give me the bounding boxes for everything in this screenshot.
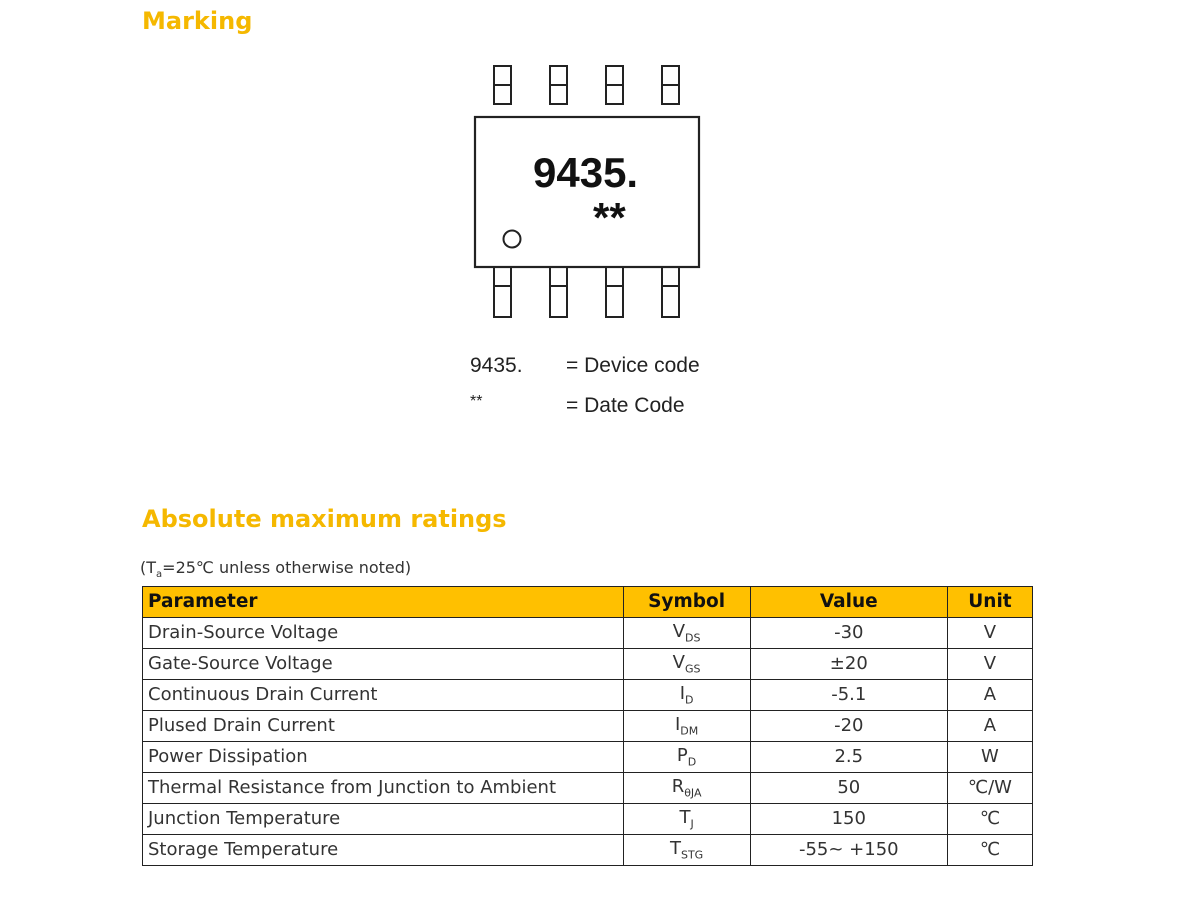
cell-symbol	[623, 773, 750, 804]
conditions-prefix: (T	[140, 558, 157, 577]
column-header-unit: Unit	[947, 587, 1032, 618]
column-header-symbol: Symbol	[623, 587, 750, 618]
cell-unit: ℃	[947, 804, 1032, 835]
cell-value: -20	[750, 711, 947, 742]
symbol-sub: D	[685, 693, 694, 707]
symbol-main: T	[669, 837, 681, 859]
symbol-main: R	[671, 775, 685, 797]
ratings-table	[142, 586, 1033, 866]
cell-symbol	[623, 680, 750, 711]
cell-unit: A	[947, 711, 1032, 742]
column-header-value: Value	[750, 587, 947, 618]
cell-parameter: Continuous Drain Current	[143, 680, 624, 711]
cell-parameter: Junction Temperature	[143, 804, 624, 835]
cell-value: 50	[750, 773, 947, 804]
legend-desc-date: = Date Code	[566, 394, 685, 417]
chip-device-code: 9435.	[533, 149, 639, 196]
symbol-main: P	[676, 744, 688, 766]
cell-parameter: Storage Temperature	[143, 835, 624, 866]
conditions-sub: a	[156, 569, 163, 581]
bottom-pin	[494, 267, 511, 317]
cell-symbol	[623, 835, 750, 866]
cell-symbol	[623, 618, 750, 649]
symbol-main: V	[672, 651, 685, 673]
table-row	[143, 680, 1033, 711]
cell-unit: ℃/W	[947, 773, 1032, 804]
cell-parameter: Gate-Source Voltage	[143, 649, 624, 680]
table-row	[143, 711, 1033, 742]
symbol-sub: θJA	[684, 786, 702, 800]
symbol-sub: GS	[685, 662, 701, 676]
top-pin	[494, 66, 511, 104]
symbol-sub: STG	[680, 848, 704, 862]
symbol-main: V	[672, 620, 686, 642]
bottom-pin	[606, 267, 623, 317]
cell-symbol	[623, 649, 750, 680]
table-row	[143, 618, 1033, 649]
legend-desc-device: = Device code	[566, 354, 700, 377]
cell-unit: V	[947, 649, 1032, 680]
ratings-heading: Absolute maximum ratings	[142, 505, 507, 533]
cell-value: -30	[750, 618, 947, 649]
cell-value: -5.1	[750, 680, 947, 711]
cell-symbol	[623, 742, 750, 773]
table-header-row	[143, 587, 1033, 618]
symbol-sub: DM	[680, 724, 699, 738]
top-pin	[662, 66, 679, 104]
bottom-pin	[662, 267, 679, 317]
cell-value: ±20	[750, 649, 947, 680]
cell-parameter: Power Dissipation	[143, 742, 624, 773]
ratings-conditions-note	[140, 558, 411, 580]
top-pin	[606, 66, 623, 104]
chip-package-diagram	[466, 62, 710, 324]
cell-unit: A	[947, 680, 1032, 711]
table-row	[143, 773, 1033, 804]
conditions-suffix: =25℃ unless otherwise noted)	[162, 558, 412, 577]
symbol-sub: DS	[685, 631, 701, 645]
cell-parameter: Plused Drain Current	[143, 711, 624, 742]
column-header-parameter: Parameter	[143, 587, 624, 618]
cell-unit: V	[947, 618, 1032, 649]
legend-code-device: 9435.	[470, 354, 523, 377]
bottom-pin	[550, 267, 567, 317]
symbol-sub: D	[687, 755, 697, 769]
cell-unit: W	[947, 742, 1032, 773]
legend-code-date: **	[470, 393, 483, 410]
cell-symbol	[623, 804, 750, 835]
symbol-main: T	[679, 806, 691, 828]
marking-heading: Marking	[142, 7, 253, 35]
symbol-main: I	[679, 682, 686, 704]
table-row	[143, 804, 1033, 835]
pin1-indicator-icon	[504, 231, 521, 248]
cell-value: -55~ +150	[750, 835, 947, 866]
table-row	[143, 835, 1033, 866]
cell-parameter: Thermal Resistance from Junction to Ambient	[143, 773, 624, 804]
table-row	[143, 742, 1033, 773]
symbol-sub: J	[690, 817, 694, 831]
table-row	[143, 649, 1033, 680]
cell-symbol	[623, 711, 750, 742]
cell-value: 150	[750, 804, 947, 835]
chip-date-code: **	[593, 194, 626, 241]
top-pin	[550, 66, 567, 104]
cell-parameter: Drain-Source Voltage	[143, 618, 624, 649]
symbol-main: I	[674, 713, 681, 735]
cell-unit: ℃	[947, 835, 1032, 866]
cell-value: 2.5	[750, 742, 947, 773]
